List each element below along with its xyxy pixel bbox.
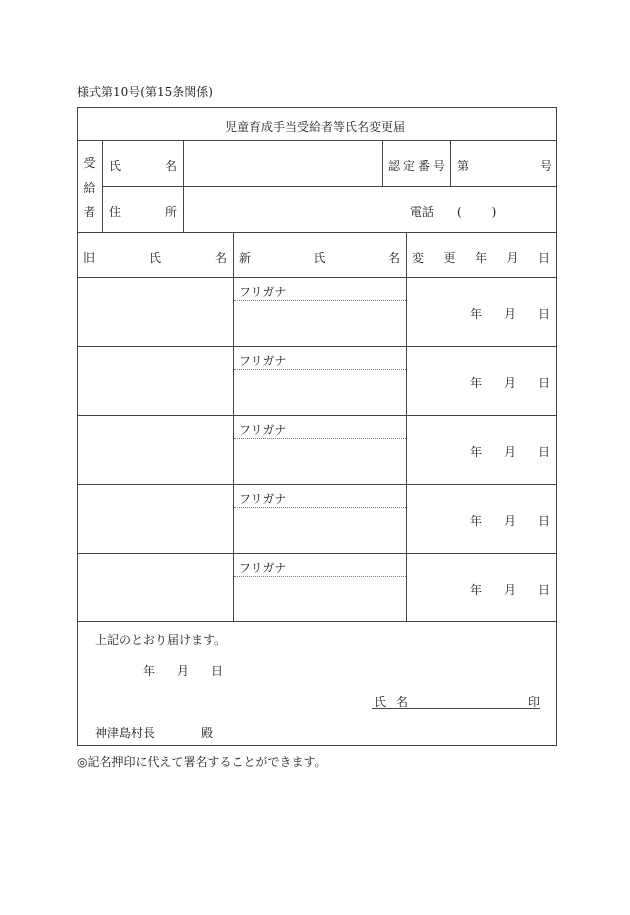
- furigana-label: フリガナ: [239, 492, 287, 506]
- phone-label: 電話: [410, 205, 435, 219]
- change-date[interactable]: 年 月 日: [470, 307, 550, 321]
- recipient-name-label: 氏 名: [109, 159, 177, 173]
- old-name-field[interactable]: [78, 347, 233, 415]
- divider: [406, 232, 407, 621]
- divider: [77, 232, 557, 233]
- divider: [382, 140, 383, 186]
- declaration-date[interactable]: 年 月 日: [143, 664, 223, 678]
- footnote: ◎記名押印に代えて署名することができます。: [77, 755, 327, 769]
- furigana-label: フリガナ: [239, 423, 287, 437]
- new-name-field[interactable]: [234, 577, 406, 621]
- phone-field[interactable]: ( ): [457, 205, 499, 219]
- new-name-header: 新 氏 名: [239, 251, 400, 265]
- new-name-field[interactable]: [234, 508, 406, 553]
- certification-number-label: 認 定 番 号: [388, 159, 445, 173]
- recipient-name-field[interactable]: [184, 141, 382, 186]
- new-name-field[interactable]: [234, 370, 406, 415]
- seal-mark: 印: [528, 695, 541, 709]
- change-date[interactable]: 年 月 日: [470, 514, 550, 528]
- change-date[interactable]: 年 月 日: [470, 583, 550, 597]
- form-title: 児童育成手当受給者等氏名変更届: [224, 120, 405, 134]
- declaration-text: 上記のとおり届けます。: [95, 633, 227, 647]
- furigana-label: フリガナ: [239, 354, 287, 368]
- furigana-label: フリガナ: [239, 561, 287, 575]
- divider: [233, 232, 234, 621]
- new-name-field[interactable]: [234, 439, 406, 484]
- addressee: 神津島村長: [95, 726, 156, 740]
- change-date-header: 変 更 年 月 日: [412, 251, 550, 265]
- form-number-label: 様式第10号(第15条関係): [77, 85, 213, 99]
- signer-underline: [372, 708, 540, 709]
- divider: [77, 621, 557, 622]
- signer-name-label: 氏 名: [374, 695, 408, 709]
- change-date[interactable]: 年 月 日: [470, 376, 550, 390]
- recipient-address-field[interactable]: [184, 187, 404, 232]
- old-name-field[interactable]: [78, 485, 233, 553]
- certification-prefix: 第: [457, 159, 470, 173]
- recipient-address-label: 住 所: [109, 205, 177, 219]
- furigana-label: フリガナ: [239, 285, 287, 299]
- old-name-field[interactable]: [78, 554, 233, 621]
- change-date[interactable]: 年 月 日: [470, 445, 550, 459]
- old-name-field[interactable]: [78, 278, 233, 346]
- old-name-field[interactable]: [78, 416, 233, 484]
- certification-suffix: 号: [540, 159, 553, 173]
- new-name-field[interactable]: [234, 301, 406, 346]
- recipient-side-label: 受 給 者: [83, 156, 96, 219]
- old-name-header: 旧 氏 名: [83, 251, 227, 265]
- honorific: 殿: [201, 726, 214, 740]
- signer-name-field[interactable]: [410, 690, 526, 708]
